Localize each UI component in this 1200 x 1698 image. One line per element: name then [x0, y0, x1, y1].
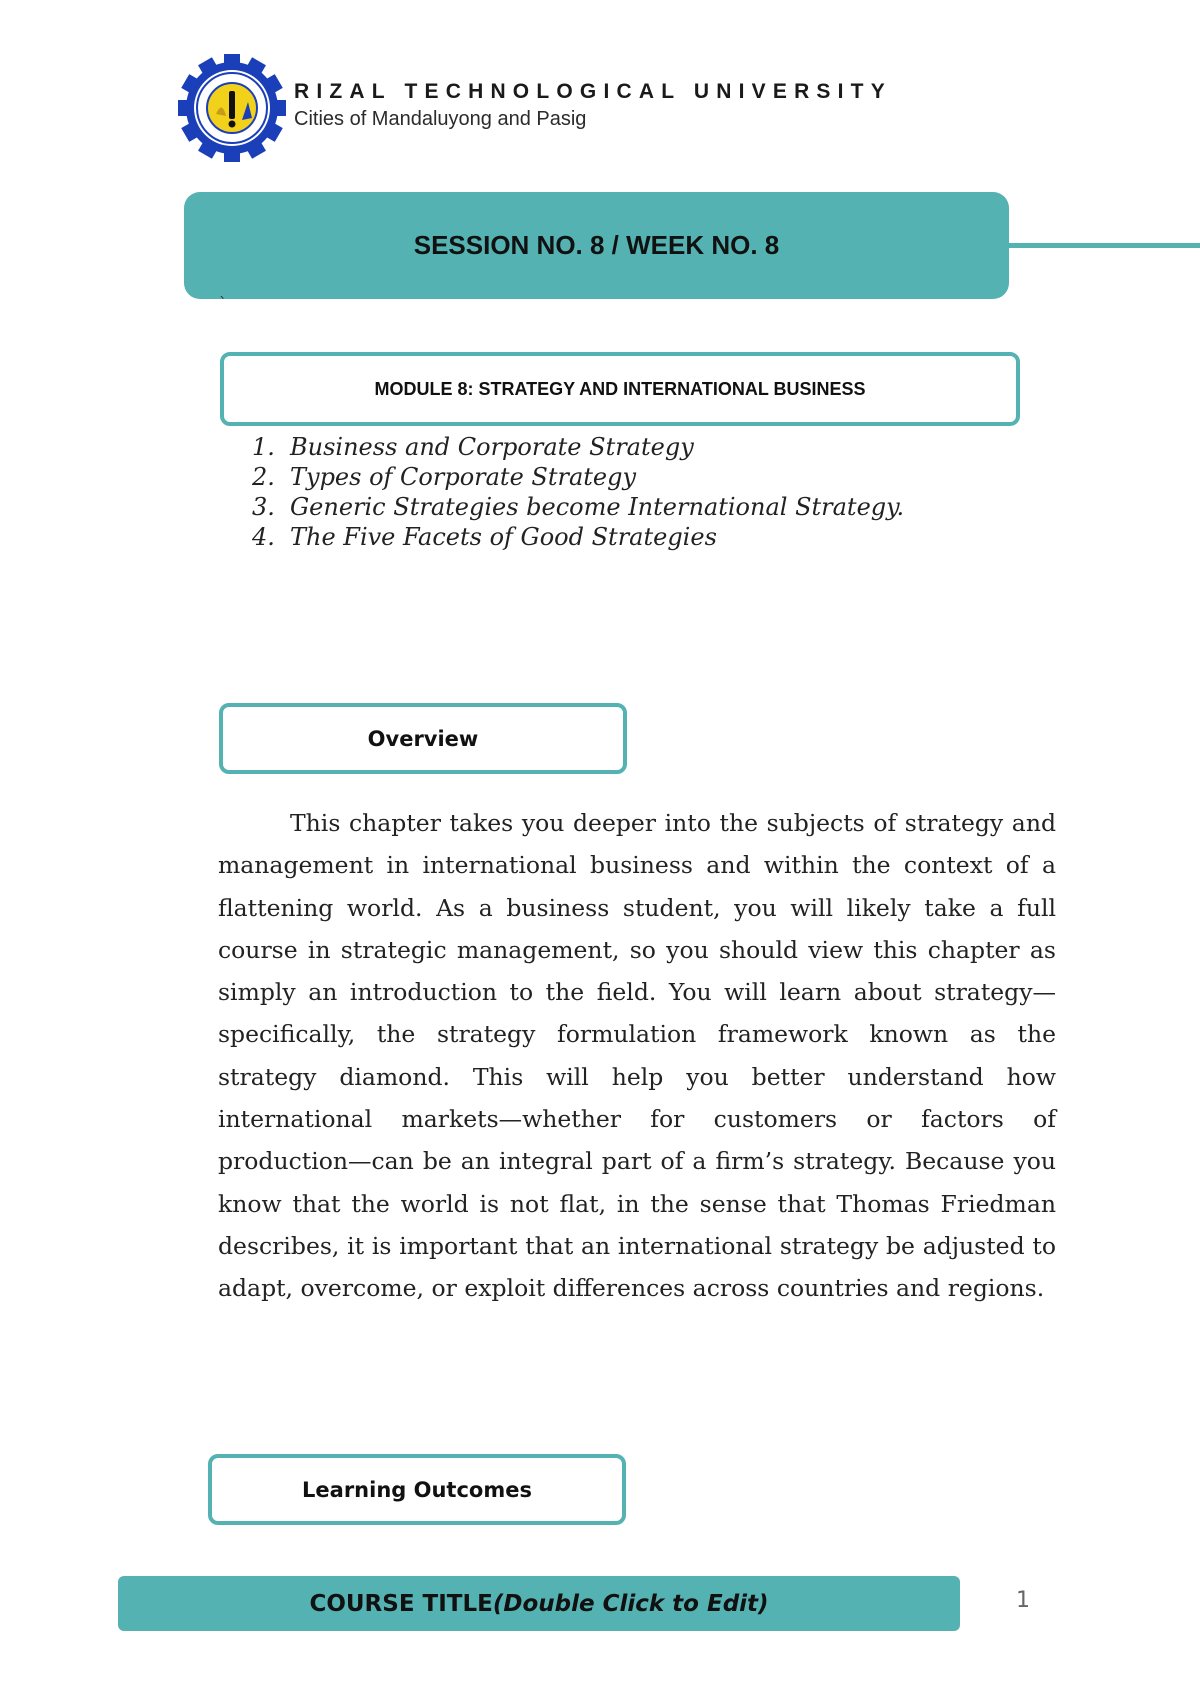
- list-number: 4.: [252, 523, 275, 551]
- module-title: MODULE 8: STRATEGY AND INTERNATIONAL BUSINESS: [374, 378, 866, 399]
- list-item: [252, 522, 904, 552]
- list-number: 3.: [252, 493, 275, 521]
- list-item: [252, 492, 904, 522]
- course-title-label: COURSE TITLE: [309, 1590, 493, 1617]
- topic-list: [252, 432, 904, 552]
- course-title-text: [309, 1591, 768, 1617]
- university-seal-gear-icon: [178, 54, 286, 162]
- topic-text: The Five Facets of Good Strategies: [290, 523, 717, 551]
- overview-heading-box[interactable]: [219, 703, 627, 774]
- session-banner-line: [1008, 243, 1200, 248]
- module-title-box[interactable]: [220, 352, 1020, 426]
- list-number: 2.: [252, 463, 275, 491]
- list-item: [252, 432, 904, 462]
- list-item: [252, 462, 904, 492]
- university-cities: Cities of Mandaluyong and Pasig: [294, 108, 587, 130]
- topic-text: Types of Corporate Strategy: [290, 463, 637, 491]
- topic-text: Generic Strategies become International Strategy.: [290, 493, 905, 521]
- topic-text: Business and Corporate Strategy: [290, 433, 694, 461]
- page-number: 1: [1016, 1588, 1030, 1613]
- learning-outcomes-heading: Learning Outcomes: [302, 1477, 532, 1502]
- session-banner: [184, 192, 1009, 299]
- list-number: 1.: [252, 433, 275, 461]
- learning-outcomes-heading-box[interactable]: [208, 1454, 626, 1525]
- course-title-footer[interactable]: [118, 1576, 960, 1631]
- overview-heading: Overview: [367, 726, 479, 751]
- overview-paragraph: This chapter takes you deeper into the subjects of strategy and management in international business and within the context of a flattening world. As a business student, you will likely take a full course in strategic management, so you should view this chapter as simply an introduction to the field. You will learn about strategy—specifically, the strategy formulation framework known as the strategy diamond. This will help you better understand how international markets—whether for customers or factors of production—can be an integral part of a firm’s strategy. Because you know that the world is not flat, in the sense that Thomas Friedman describes, it is important that an international strategy be adjusted to adapt, overcome, or exploit differences across countries and regions.: [218, 809, 1056, 1303]
- university-name: RIZAL TECHNOLOGICAL UNIVERSITY: [294, 80, 892, 103]
- stray-mark: `: [219, 294, 227, 313]
- session-title: SESSION NO. 8 / WEEK NO. 8: [413, 230, 780, 260]
- edit-hint: (Double Click to Edit): [492, 1590, 769, 1617]
